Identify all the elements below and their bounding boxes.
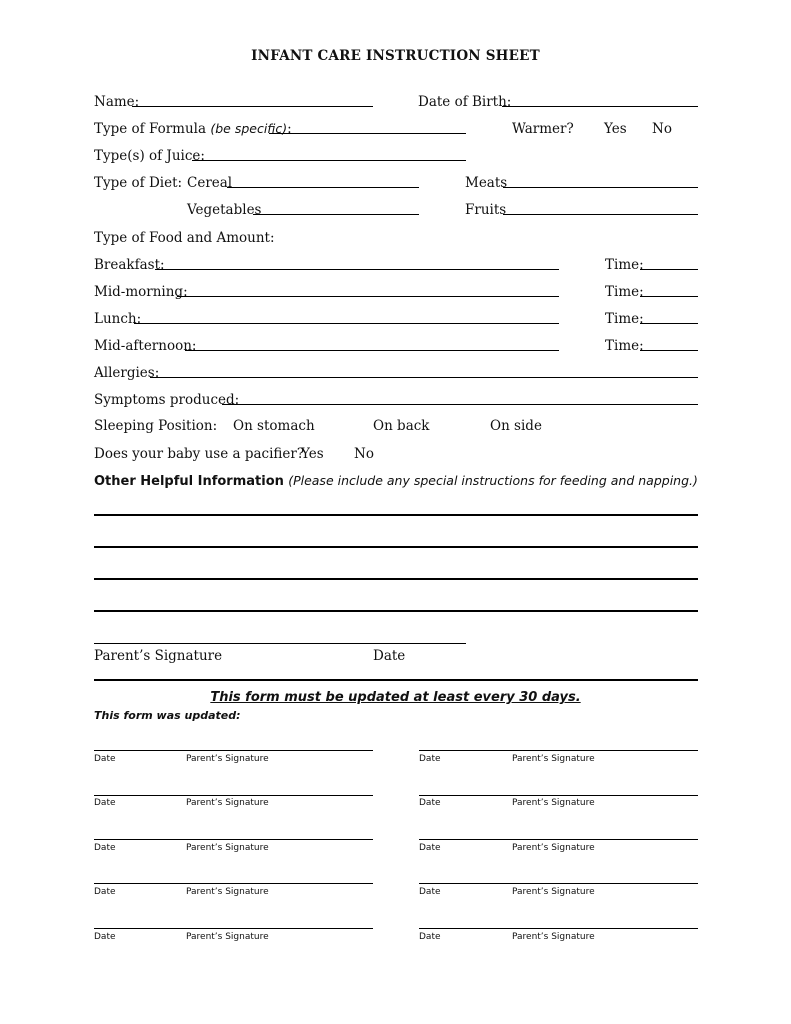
form-updated-label: This form was updated:	[94, 709, 241, 722]
pacifier-no-option[interactable]: No	[354, 446, 374, 462]
dob-line[interactable]	[502, 106, 698, 107]
other-info-line-4[interactable]	[94, 610, 698, 612]
update-signature-label: Parent’s Signature	[512, 754, 595, 764]
update-line-left-4[interactable]	[94, 883, 373, 884]
on-back-option[interactable]: On back	[373, 418, 430, 434]
on-stomach-option[interactable]: On stomach	[233, 418, 315, 434]
mid-afternoon-time-line[interactable]	[640, 350, 698, 351]
meats-label: Meats	[465, 175, 508, 191]
update-signature-label: Parent’s Signature	[186, 887, 269, 897]
juice-line[interactable]	[192, 160, 466, 161]
update-date-label: Date	[419, 843, 441, 853]
warmer-label: Warmer?	[512, 121, 574, 137]
section-divider	[94, 679, 698, 681]
update-date-label: Date	[94, 798, 116, 808]
cereal-label: Cereal	[187, 175, 233, 191]
signature-date-label: Date	[373, 648, 406, 664]
page-title: INFANT CARE INSTRUCTION SHEET	[251, 48, 540, 64]
symptoms-line[interactable]	[222, 404, 698, 405]
warmer-no-option[interactable]: No	[652, 121, 672, 137]
diet-label: Type of Diet:	[94, 175, 183, 191]
fruits-line[interactable]	[503, 214, 698, 215]
pacifier-label: Does your baby use a pacifier?	[94, 446, 305, 462]
lunch-time-label: Time:	[605, 311, 644, 327]
mid-morning-time-label: Time:	[605, 284, 644, 300]
update-signature-label: Parent’s Signature	[186, 932, 269, 942]
mid-morning-line[interactable]	[177, 296, 559, 297]
lunch-time-line[interactable]	[640, 323, 698, 324]
allergies-label: Allergies:	[94, 365, 160, 381]
update-date-label: Date	[94, 843, 116, 853]
update-signature-label: Parent’s Signature	[512, 887, 595, 897]
update-date-label: Date	[419, 798, 441, 808]
mid-afternoon-time-label: Time:	[605, 338, 644, 354]
update-line-right-1[interactable]	[419, 750, 698, 751]
other-info-line-2[interactable]	[94, 546, 698, 548]
signature-line[interactable]	[94, 643, 466, 644]
meats-line[interactable]	[503, 187, 698, 188]
update-signature-label: Parent’s Signature	[186, 798, 269, 808]
breakfast-time-label: Time:	[605, 257, 644, 273]
update-line-right-2[interactable]	[419, 795, 698, 796]
vegetables-label: Vegetables	[187, 202, 262, 218]
mid-morning-label: Mid-morning:	[94, 284, 188, 300]
update-line-right-4[interactable]	[419, 883, 698, 884]
formula-label: Type of Formula (be specific):	[94, 121, 292, 137]
update-line-left-2[interactable]	[94, 795, 373, 796]
update-signature-label: Parent’s Signature	[512, 932, 595, 942]
pacifier-yes-option[interactable]: Yes	[301, 446, 324, 462]
update-line-right-3[interactable]	[419, 839, 698, 840]
update-date-label: Date	[419, 754, 441, 764]
lunch-line[interactable]	[134, 323, 559, 324]
name-line[interactable]	[132, 106, 373, 107]
update-line-left-5[interactable]	[94, 928, 373, 929]
lunch-label: Lunch:	[94, 311, 142, 327]
mid-afternoon-line[interactable]	[185, 350, 559, 351]
dob-label: Date of Birth:	[418, 94, 512, 110]
update-line-left-3[interactable]	[94, 839, 373, 840]
breakfast-label: Breakfast:	[94, 257, 165, 273]
other-info-line-1[interactable]	[94, 514, 698, 516]
symptoms-label: Symptoms produced:	[94, 392, 240, 408]
update-date-label: Date	[419, 887, 441, 897]
other-info-line-3[interactable]	[94, 578, 698, 580]
update-signature-label: Parent’s Signature	[512, 843, 595, 853]
parent-signature-label: Parent’s Signature	[94, 648, 223, 664]
food-amount-label: Type of Food and Amount:	[94, 230, 275, 246]
update-notice: This form must be updated at least every 30 days.	[210, 690, 581, 705]
vegetables-line[interactable]	[253, 214, 419, 215]
sleeping-position-label: Sleeping Position:	[94, 418, 218, 434]
cereal-line[interactable]	[227, 187, 419, 188]
update-date-label: Date	[94, 754, 116, 764]
breakfast-line[interactable]	[155, 269, 559, 270]
update-signature-label: Parent’s Signature	[186, 754, 269, 764]
update-signature-label: Parent’s Signature	[512, 798, 595, 808]
juice-label: Type(s) of Juice:	[94, 148, 205, 164]
on-side-option[interactable]: On side	[490, 418, 542, 434]
fruits-label: Fruits	[465, 202, 507, 218]
allergies-line[interactable]	[150, 377, 698, 378]
other-info-heading: Other Helpful Information (Please include any special instructions for feeding and napping.)	[94, 473, 698, 489]
update-date-label: Date	[94, 932, 116, 942]
breakfast-time-line[interactable]	[640, 269, 698, 270]
update-date-label: Date	[94, 887, 116, 897]
update-signature-label: Parent’s Signature	[186, 843, 269, 853]
mid-morning-time-line[interactable]	[640, 296, 698, 297]
warmer-yes-option[interactable]: Yes	[604, 121, 627, 137]
name-label: Name:	[94, 94, 140, 110]
update-line-left-1[interactable]	[94, 750, 373, 751]
formula-line[interactable]	[269, 133, 466, 134]
update-line-right-5[interactable]	[419, 928, 698, 929]
mid-afternoon-label: Mid-afternoon:	[94, 338, 197, 354]
update-date-label: Date	[419, 932, 441, 942]
